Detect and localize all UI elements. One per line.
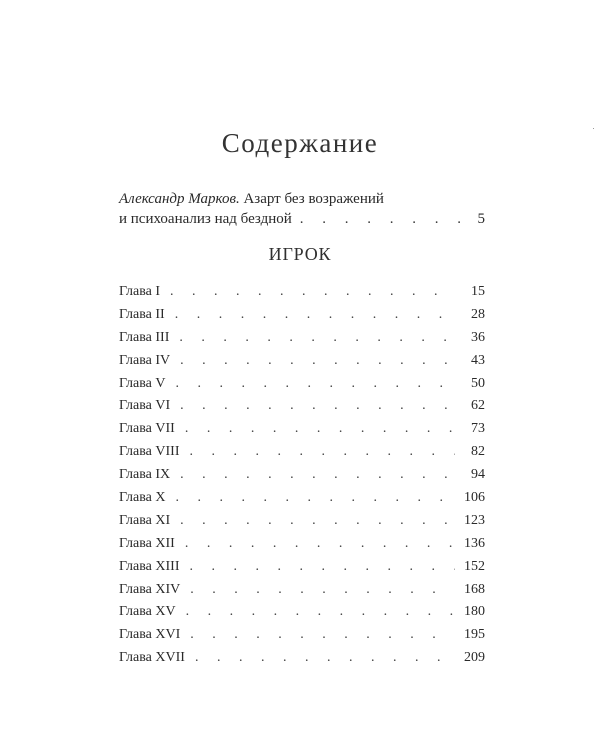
leader-dots (185, 533, 455, 556)
chapter-entry (119, 556, 485, 579)
chapter-page-number: 180 (464, 604, 485, 620)
chapter-page-number: 106 (464, 490, 485, 506)
chapter-entry (119, 601, 485, 624)
leader-dots (185, 418, 455, 441)
leader-dots (180, 510, 455, 533)
chapter-page-number: 94 (471, 467, 485, 483)
leader-dots (189, 441, 455, 464)
chapter-entry (119, 350, 485, 373)
intro-line-2 (119, 209, 485, 229)
chapter-entry (119, 441, 485, 464)
chapter-entry (119, 487, 485, 510)
leader-dots (300, 209, 463, 229)
leader-dots (180, 350, 455, 373)
intro-entry (119, 189, 485, 229)
section-title: ИГРОК (268, 244, 332, 264)
chapter-page-number: 28 (471, 306, 485, 322)
chapter-label: Глава II (119, 306, 165, 322)
leader-dots (180, 395, 455, 418)
chapter-entry (119, 281, 485, 304)
chapter-page-number: 168 (464, 581, 485, 597)
leader-dots (176, 487, 456, 510)
leader-dots (190, 624, 455, 647)
leader-dots (186, 601, 455, 624)
chapter-page-number: 123 (464, 512, 485, 528)
chapter-label: Глава X (119, 490, 166, 506)
chapter-page-number: 152 (464, 558, 485, 574)
leader-dots (189, 556, 455, 579)
chapter-label: Глава VI (119, 398, 171, 414)
chapter-page-number: 82 (471, 444, 485, 460)
chapter-label: Глава XVII (119, 650, 185, 666)
leader-dots (190, 579, 455, 602)
chapter-entry (119, 327, 485, 350)
leader-dots (175, 304, 455, 327)
chapter-entry (119, 647, 485, 670)
chapter-label: Глава XII (119, 535, 175, 551)
chapter-page-number: 209 (464, 650, 485, 666)
leader-dots (179, 327, 455, 350)
chapter-label: Глава XIII (119, 558, 180, 574)
leader-dots (170, 281, 455, 304)
leader-dots (195, 647, 455, 670)
chapter-label: Глава IV (119, 352, 171, 368)
chapter-page-number: 73 (471, 421, 485, 437)
chapter-label: Глава XV (119, 604, 176, 620)
intro-line-1 (119, 189, 485, 209)
chapter-page-number: 36 (471, 329, 485, 345)
chapter-entry (119, 624, 485, 647)
chapter-label: Глава VII (119, 421, 175, 437)
intro-title-part1: Азарт без возражений (243, 191, 384, 207)
chapter-label: Глава I (119, 284, 161, 299)
leader-dots (180, 464, 455, 487)
chapter-entry (119, 579, 485, 602)
chapter-label: Глава XIV (119, 581, 181, 597)
chapter-label: Глава XI (119, 512, 171, 528)
chapter-entry (119, 395, 485, 418)
chapter-list (119, 281, 485, 670)
chapter-label: Глава XVI (119, 627, 181, 643)
chapter-page-number: 15 (471, 284, 485, 299)
chapter-page-number: 50 (471, 375, 485, 391)
intro-author: Александр Марков. (119, 191, 240, 207)
chapter-label: Глава III (119, 329, 170, 345)
intro-page-number: 5 (477, 211, 485, 227)
chapter-page-number: 195 (464, 627, 485, 643)
chapter-entry (119, 464, 485, 487)
chapter-entry (119, 373, 485, 396)
chapter-label: Глава VIII (119, 444, 180, 460)
chapter-entry (119, 304, 485, 327)
chapter-page-number: 43 (471, 352, 485, 368)
chapter-page-number: 62 (471, 398, 485, 414)
chapter-entry (119, 533, 485, 556)
page-title: Содержание (221, 128, 379, 158)
leader-dots (176, 373, 456, 396)
chapter-entry (119, 418, 485, 441)
chapter-page-number: 136 (464, 535, 485, 551)
chapter-entry (119, 510, 485, 533)
chapter-label: Глава V (119, 375, 166, 391)
chapter-label: Глава IX (119, 467, 171, 483)
intro-title-part2: и психоанализ над бездной (119, 211, 292, 227)
